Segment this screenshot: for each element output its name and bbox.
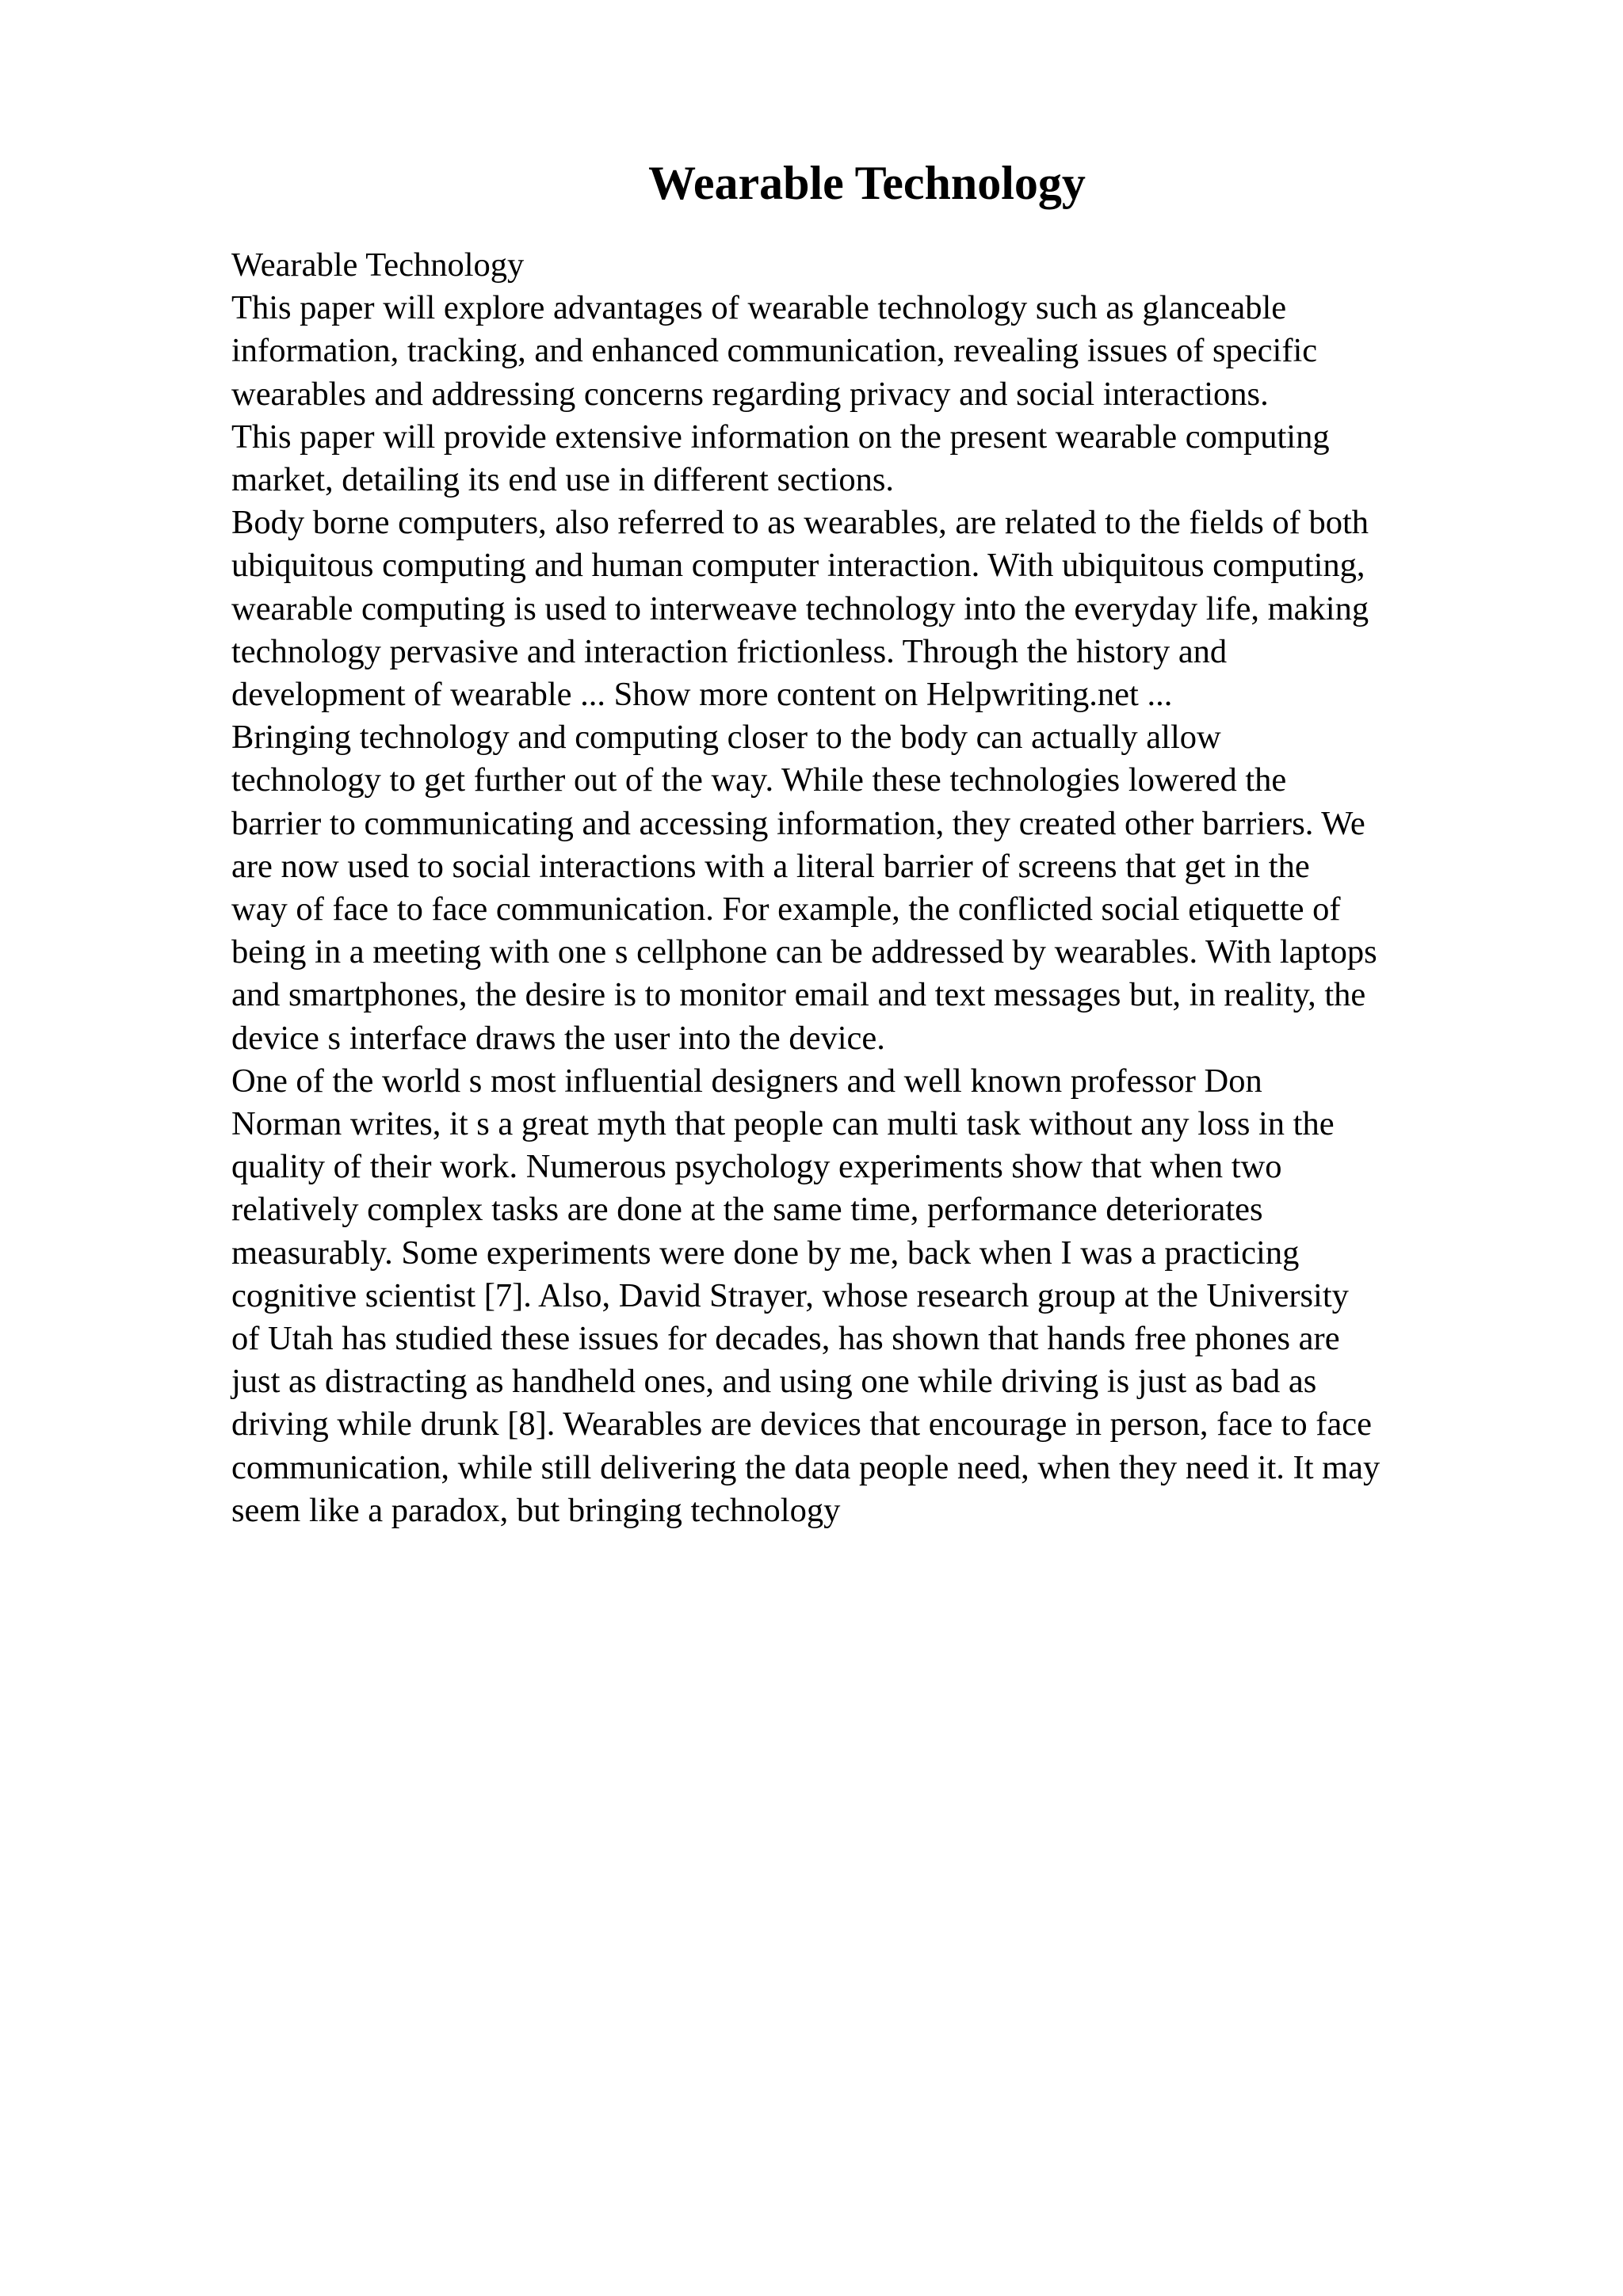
- document-title: Wearable Technology: [648, 157, 1086, 209]
- body-line: This paper will provide extensive information on the present wearable computing: [231, 418, 1330, 456]
- body-line: wearables and addressing concerns regarding privacy and social interactions.: [231, 375, 1269, 413]
- body-line: Body borne computers, also referred to as wearables, are related to the fields of both: [231, 504, 1369, 542]
- body-line: One of the world s most influential designers and well known professor Don: [231, 1062, 1262, 1100]
- document-body: [231, 244, 1515, 1532]
- body-line: just as distracting as handheld ones, and using one while driving is just as bad as: [231, 1363, 1317, 1401]
- body-line: measurably. Some experiments were done by me, back when I was a practicing: [231, 1234, 1300, 1272]
- body-line: device s interface draws the user into the device.: [231, 1019, 885, 1057]
- body-line: way of face to face communication. For example, the conflicted social etiquette of: [231, 891, 1341, 929]
- body-line: driving while drunk [8]. Wearables are devices that encourage in person, face to face: [231, 1405, 1372, 1444]
- body-line: development of wearable ... Show more content on Helpwriting.net ...: [231, 676, 1173, 714]
- body-line: of Utah has studied these issues for decades, has shown that hands free phones are: [231, 1320, 1340, 1358]
- body-line: and smartphones, the desire is to monitor email and text messages but, in reality, the: [231, 976, 1366, 1014]
- body-line: seem like a paradox, but bringing technology: [231, 1491, 841, 1529]
- body-line: cognitive scientist [7]. Also, David Strayer, whose research group at the University: [231, 1276, 1349, 1314]
- body-line: ubiquitous computing and human computer interaction. With ubiquitous computing,: [231, 547, 1365, 585]
- body-line: Wearable Technology: [231, 246, 525, 284]
- body-line: are now used to social interactions with a literal barrier of screens that get in the: [231, 847, 1310, 885]
- body-line: being in a meeting with one s cellphone can be addressed by wearables. With laptops: [231, 933, 1377, 971]
- body-line: technology to get further out of the way. While these technologies lowered the: [231, 761, 1287, 799]
- body-line: market, detailing its end use in different sections.: [231, 461, 895, 499]
- body-line: technology pervasive and interaction frictionless. Through the history and: [231, 632, 1228, 670]
- body-line: quality of their work. Numerous psychology experiments show that when two: [231, 1148, 1282, 1186]
- body-line: This paper will explore advantages of wearable technology such as glanceable: [231, 289, 1287, 327]
- body-line: information, tracking, and enhanced communication, revealing issues of specific: [231, 332, 1318, 370]
- body-line: Norman writes, it s a great myth that people can multi task without any loss in the: [231, 1105, 1335, 1143]
- body-line: barrier to communicating and accessing information, they created other barriers. We: [231, 804, 1365, 842]
- body-line: relatively complex tasks are done at the same time, performance deteriorates: [231, 1191, 1263, 1229]
- body-line: communication, while still delivering the data people need, when they need it. It may: [231, 1448, 1381, 1486]
- body-line: wearable computing is used to interweave technology into the everyday life, making: [231, 589, 1369, 627]
- body-line: Bringing technology and computing closer to the body can actually allow: [231, 719, 1221, 757]
